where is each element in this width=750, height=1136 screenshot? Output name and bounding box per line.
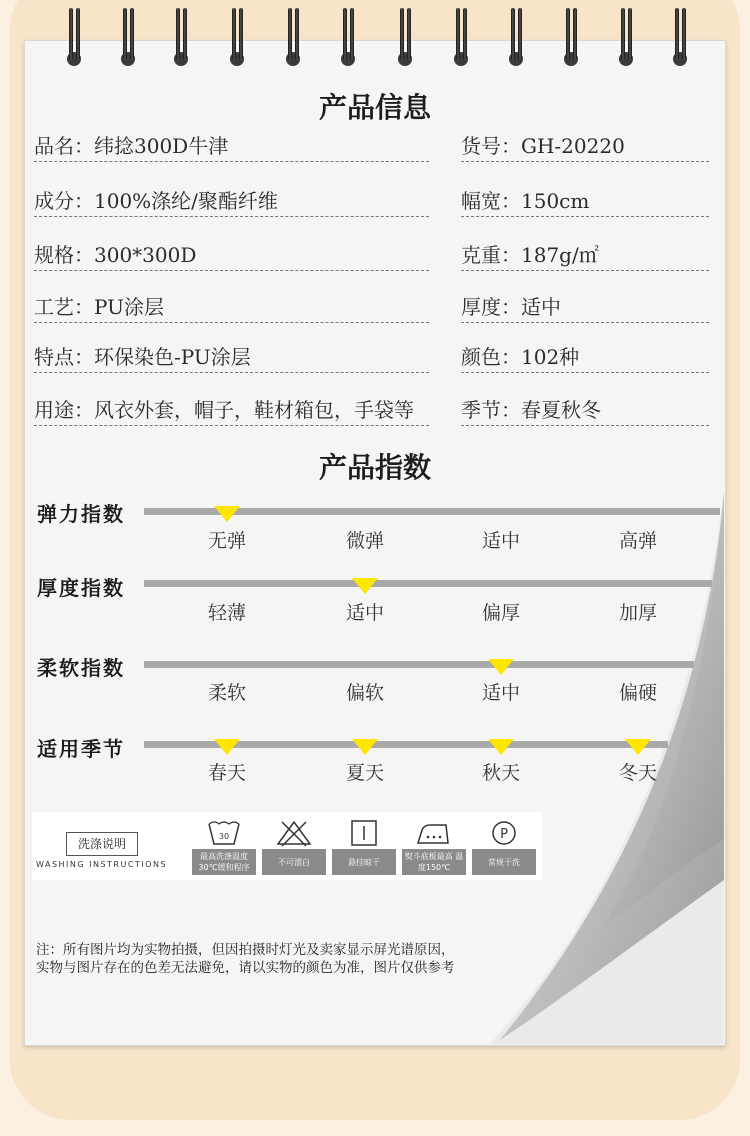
wash-item [262, 816, 326, 876]
wash-item [332, 816, 396, 876]
info-field-left [34, 185, 429, 217]
field-label: 品名： [34, 134, 94, 158]
index-option: 无弹 [207, 530, 246, 552]
index-option: 夏天 [345, 762, 384, 784]
selected-marker-icon [214, 739, 240, 755]
wash-caption: 熨斗底板最高 温度150℃ [402, 849, 466, 875]
info-field-right [461, 394, 709, 426]
wash-tub-30-icon [206, 818, 242, 848]
wash-tub-number: 30 [218, 832, 230, 841]
selected-marker-icon [214, 506, 240, 522]
index-option: 轻薄 [207, 602, 246, 624]
spiral-coil [285, 8, 301, 66]
index-option: 加厚 [618, 602, 657, 624]
spiral-coil [229, 8, 245, 66]
wash-caption: 不可漂白 [262, 849, 326, 875]
wash-item [472, 816, 536, 876]
no-bleach-icon [276, 818, 312, 848]
washing-instructions [32, 812, 542, 880]
index-option: 适中 [481, 530, 520, 552]
dry-clean-p-icon [486, 818, 522, 848]
field-value: 100%涤纶/聚酯纤维 [94, 189, 278, 213]
index-option: 偏硬 [618, 682, 657, 704]
wash-caption: 常规干洗 [472, 849, 536, 875]
spiral-coil [563, 8, 579, 66]
wash-item [402, 816, 466, 876]
field-label: 规格： [34, 243, 94, 267]
index-option: 冬天 [618, 762, 657, 784]
index-scale-bar [144, 580, 712, 587]
iron-icon [416, 818, 452, 848]
spiral-coil [173, 8, 189, 66]
info-title: 产品信息 [318, 91, 431, 124]
spiral-coil [340, 8, 356, 66]
index-option: 适中 [345, 602, 384, 624]
field-label: 颜色： [461, 345, 521, 369]
spiral-coil [120, 8, 136, 66]
index-option: 微弹 [345, 530, 384, 552]
selected-marker-icon [352, 739, 378, 755]
field-label: 特点： [34, 345, 94, 369]
field-value: 102种 [521, 345, 580, 369]
index-option: 偏厚 [481, 602, 520, 624]
selected-marker-icon [352, 578, 378, 594]
info-field-left [34, 130, 429, 162]
spiral-coil [618, 8, 634, 66]
field-value: 风衣外套，帽子，鞋材箱包，手袋等 [94, 398, 414, 422]
info-field-right [461, 130, 709, 162]
field-label: 工艺： [34, 295, 94, 319]
field-label: 厚度： [461, 295, 521, 319]
spiral-coil [397, 8, 413, 66]
spiral-coil [66, 8, 82, 66]
index-option: 春天 [207, 762, 246, 784]
info-field-left [34, 341, 429, 373]
spiral-coil [672, 8, 688, 66]
index-option: 高弹 [618, 530, 657, 552]
index-title: 产品指数 [318, 451, 431, 484]
index-row-label: 厚度指数 [37, 576, 125, 600]
info-field-right [461, 185, 709, 217]
selected-marker-icon [625, 739, 651, 755]
field-label: 用途： [34, 398, 94, 422]
index-scale-bar [144, 661, 694, 668]
field-label: 货号： [461, 134, 521, 158]
field-value: 187g/㎡ [521, 243, 599, 267]
spiral-coil [453, 8, 469, 66]
selected-marker-icon [488, 739, 514, 755]
info-field-right [461, 239, 709, 271]
field-value: 300*300D [94, 243, 197, 267]
index-option: 偏软 [345, 682, 384, 704]
field-value: 150cm [521, 189, 590, 213]
field-label: 克重： [461, 243, 521, 267]
disclaimer-line-1: 注：所有图片均为实物拍摄，但因拍摄时灯光及卖家显示屏光谱原因， [36, 942, 455, 958]
info-field-left [34, 239, 429, 271]
field-value: 环保染色-PU涂层 [94, 345, 251, 369]
washing-subtitle: WASHING INSTRUCTIONS [36, 860, 168, 869]
index-row-label: 弹力指数 [37, 502, 125, 526]
spiral-coil [508, 8, 524, 66]
field-label: 成分： [34, 189, 94, 213]
info-field-right [461, 291, 709, 323]
index-option: 柔软 [207, 682, 246, 704]
field-label: 季节： [461, 398, 521, 422]
washing-title: 洗涤说明 [66, 832, 138, 856]
index-option: 适中 [481, 682, 520, 704]
field-value: GH-20220 [521, 134, 625, 158]
dry-clean-symbol: P [500, 827, 508, 842]
info-field-left [34, 394, 429, 426]
field-value: 春夏秋冬 [521, 398, 601, 422]
field-value: 纬捻300D牛津 [94, 134, 229, 158]
wash-caption: 悬挂晾干 [332, 849, 396, 875]
selected-marker-icon [488, 659, 514, 675]
wash-caption: 最高洗涤温度 30℃缓和程序 [192, 849, 256, 875]
index-row-label: 适用季节 [37, 737, 125, 761]
field-label: 幅宽： [461, 189, 521, 213]
field-value: PU涂层 [94, 295, 164, 319]
info-field-right [461, 341, 709, 373]
wash-item [192, 816, 256, 876]
index-option: 秋天 [481, 762, 520, 784]
hang-dry-icon [346, 818, 382, 848]
field-value: 适中 [521, 295, 561, 319]
info-field-left [34, 291, 429, 323]
index-row-label: 柔软指数 [37, 656, 125, 680]
disclaimer-line-2: 实物与图片存在的色差无法避免，请以实物的颜色为准，图片仅供参考 [36, 960, 455, 976]
